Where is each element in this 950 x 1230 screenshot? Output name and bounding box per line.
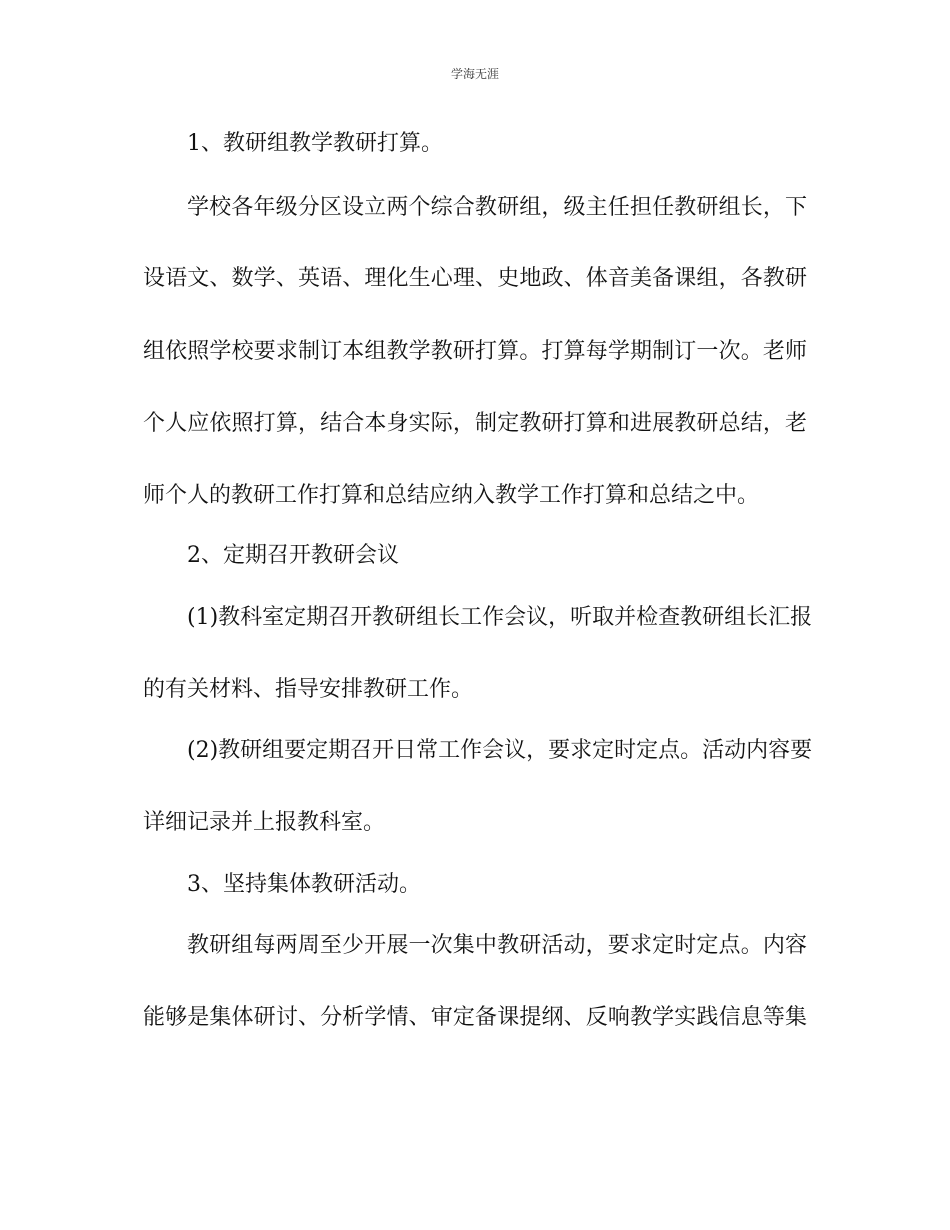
heading-1: 1、教研组教学教研打算。 bbox=[187, 131, 443, 156]
paragraph-line: 的有关材料、指导安排教研工作。 bbox=[143, 677, 474, 702]
paragraph-line: (2)教研组要定期召开日常工作会议，要求定时定点。活动内容要 bbox=[187, 738, 813, 763]
paragraph-line: (1)教科室定期召开教研组长工作会议，听取并检查教研组长汇报 bbox=[187, 605, 813, 630]
heading-3: 3、坚持集体教研活动。 bbox=[187, 872, 421, 897]
paragraph-line: 教研组每两周至少开展一次集中教研活动，要求定时定点。内容 bbox=[187, 933, 807, 958]
paragraph-line: 学校各年级分区设立两个综合教研组，级主任担任教研组长，下 bbox=[187, 195, 807, 220]
heading-2: 2、定期召开教研会议 bbox=[187, 543, 399, 568]
paragraph-line: 设语文、数学、英语、理化生心理、史地政、体音美备课组，各教研 bbox=[143, 266, 807, 291]
paragraph-line: 能够是集体研讨、分析学情、审定备课提纲、反响教学实践信息等集 bbox=[143, 1005, 807, 1030]
paragraph-line: 师个人的教研工作打算和总结应纳入教学工作打算和总结之中。 bbox=[143, 483, 760, 508]
paragraph-line: 详细记录并上报教科室。 bbox=[143, 810, 386, 835]
paragraph-line: 组依照学校要求制订本组教学教研打算。打算每学期制订一次。老师 bbox=[143, 339, 807, 364]
paragraph-line: 个人应依照打算，结合本身实际，制定教研打算和进展教研总结，老 bbox=[143, 411, 807, 436]
page-header: 学海无涯 bbox=[450, 67, 499, 81]
